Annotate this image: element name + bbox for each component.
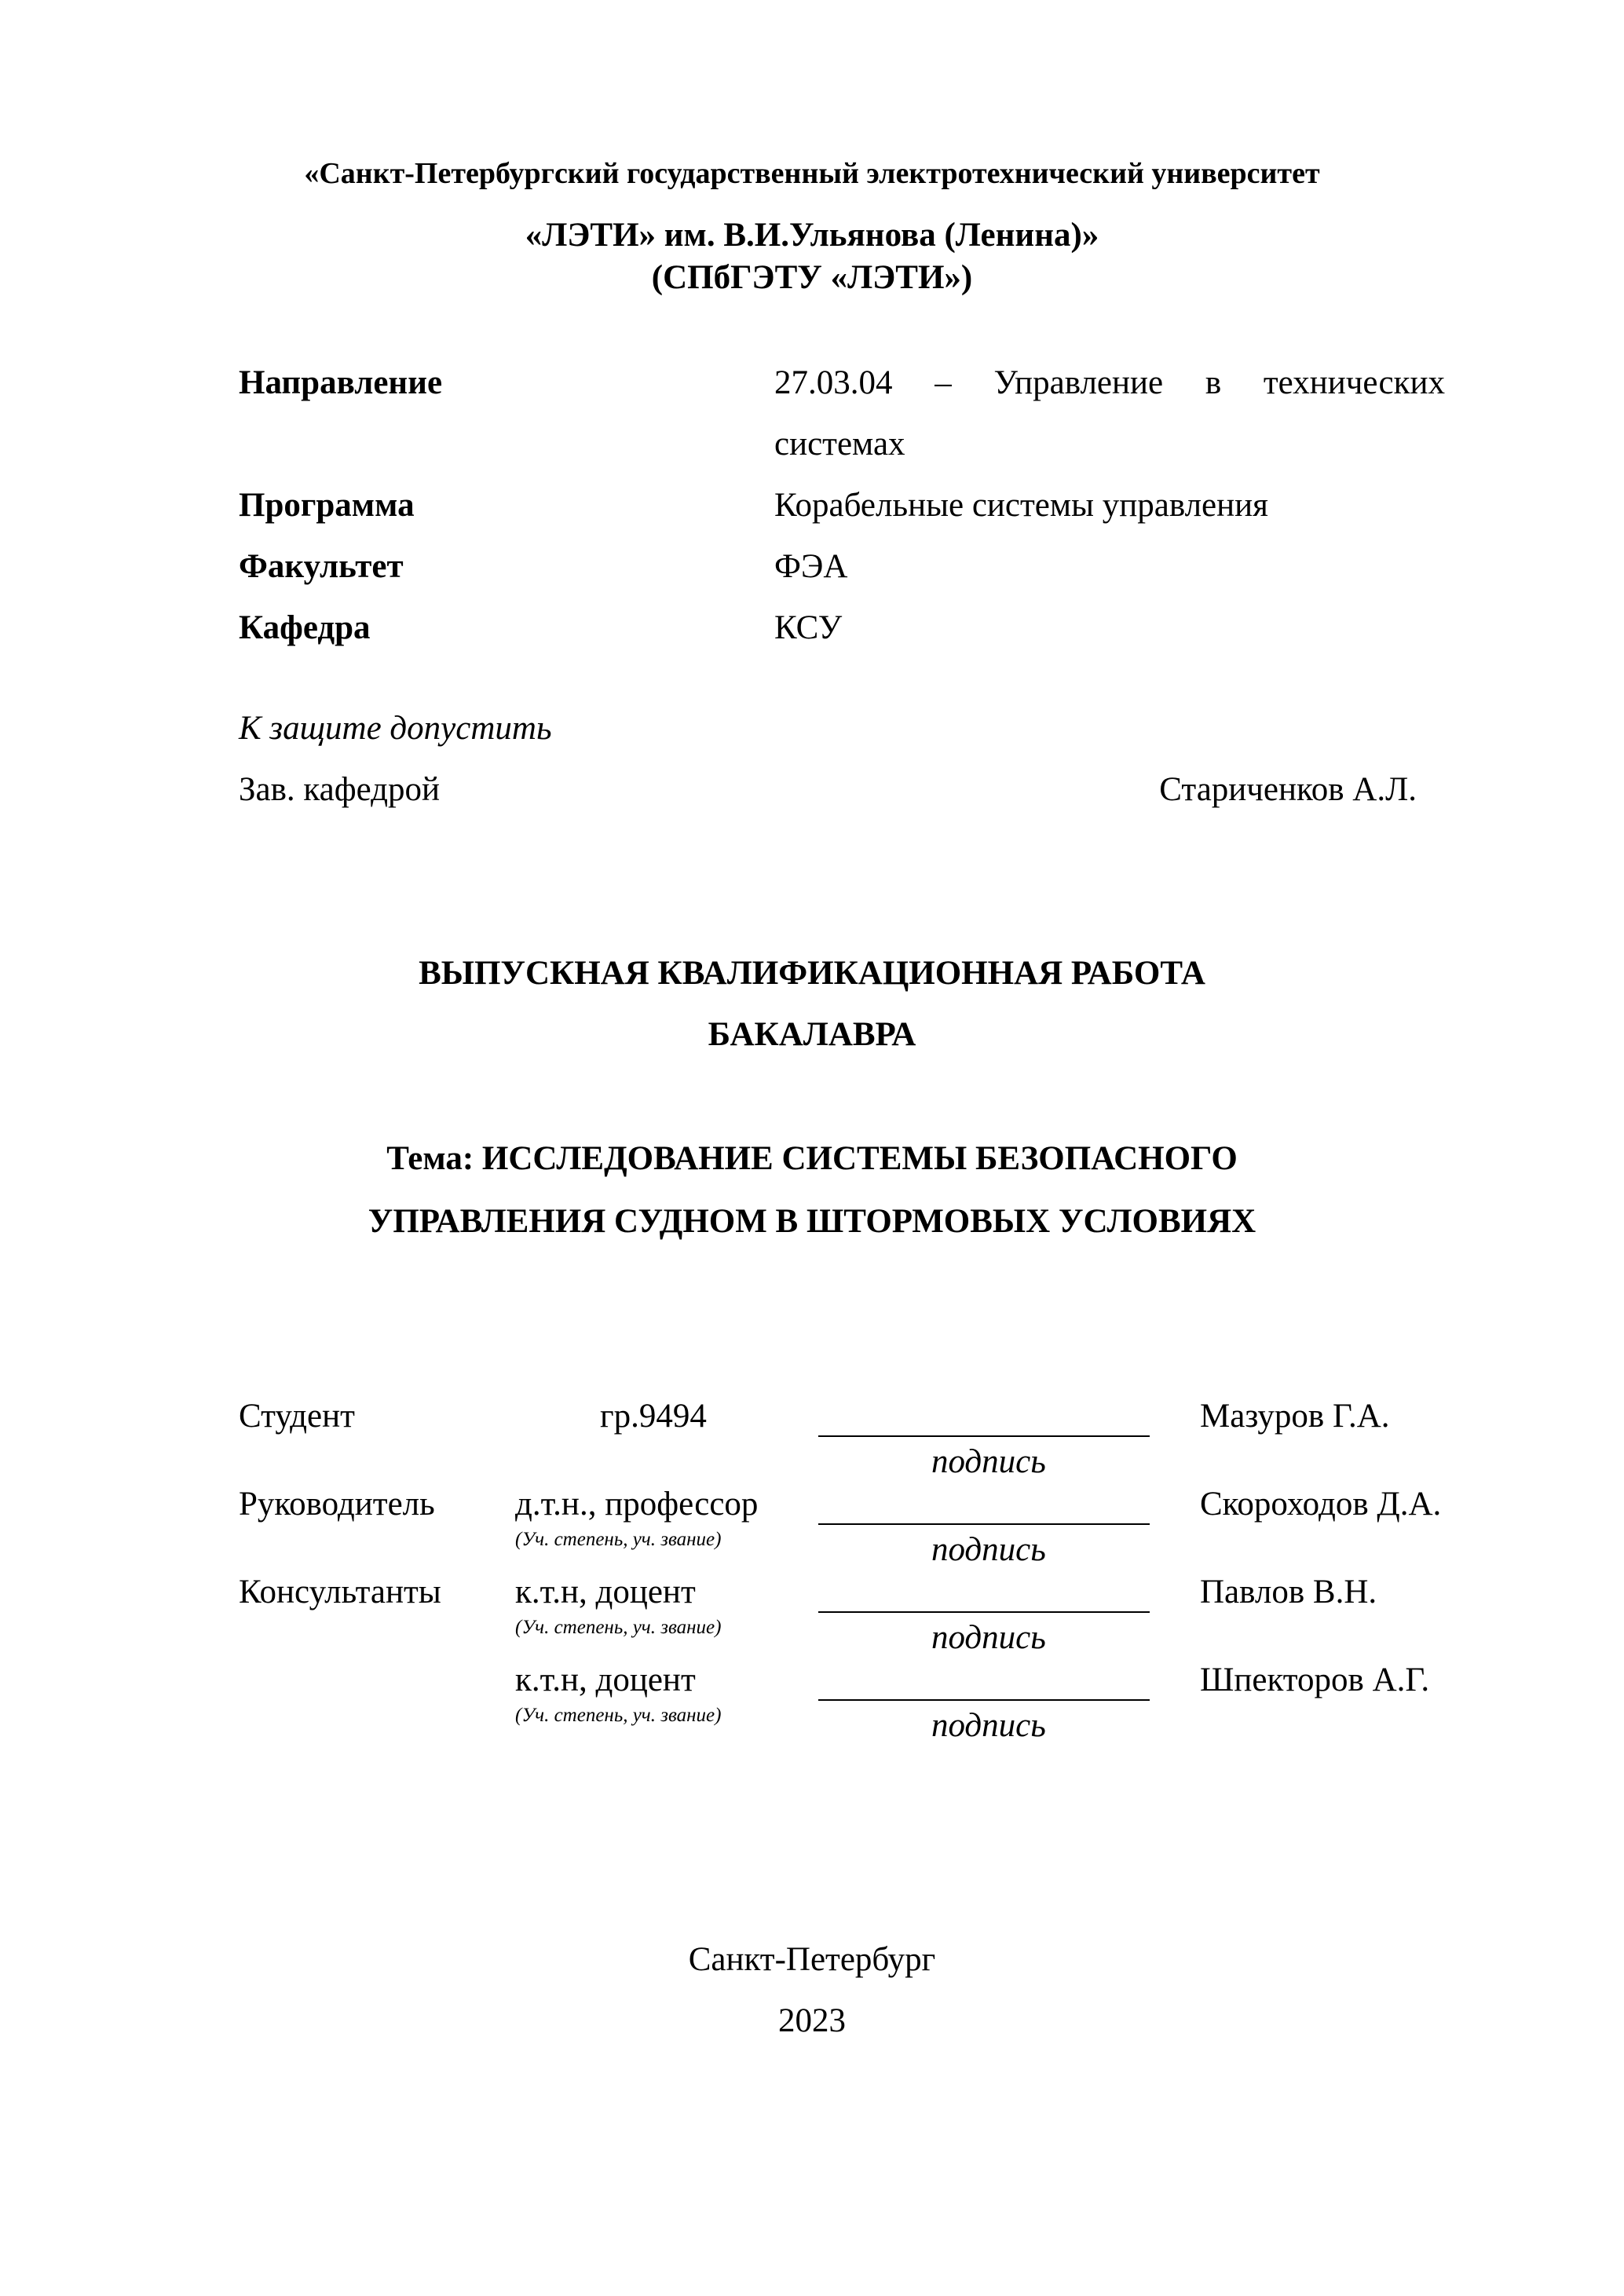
program-value: Корабельные системы управления: [774, 487, 1268, 524]
rank-caption: (Уч. степень, уч. звание): [515, 1617, 722, 1638]
university-abbreviation: (СПбГЭТУ «ЛЭТИ»): [651, 259, 973, 296]
rank-caption: (Уч. степень, уч. звание): [515, 1529, 722, 1550]
signature-line: [818, 1435, 1150, 1437]
signature-row-role: Консультанты: [239, 1574, 441, 1610]
signature-row-name: Павлов В.Н.: [1200, 1574, 1377, 1610]
topic-line2: УПРАВЛЕНИЯ СУДНОМ В ШТОРМОВЫХ УСЛОВИЯХ: [368, 1203, 1256, 1240]
signature-line: [818, 1611, 1150, 1613]
signature-caption: подпись: [931, 1707, 1046, 1744]
admission-note: К защите допустить: [239, 710, 552, 747]
department-label: Кафедра: [239, 609, 371, 646]
year: 2023: [778, 2002, 846, 2039]
department-value: КСУ: [774, 609, 843, 646]
signature-row-detail: д.т.н., профессор: [515, 1486, 759, 1523]
signature-row-name: Мазуров Г.А.: [1200, 1398, 1390, 1435]
signature-row-detail: гр.9494: [600, 1398, 707, 1435]
faculty-label: Факультет: [239, 548, 404, 585]
signature-caption: подпись: [931, 1443, 1046, 1480]
university-name-line2: «ЛЭТИ» им. В.И.Ульянова (Ленина)»: [525, 217, 1099, 254]
signature-caption: подпись: [931, 1531, 1046, 1568]
rank-caption: (Уч. степень, уч. звание): [515, 1705, 722, 1726]
signature-row-name: Шпекторов А.Г.: [1200, 1662, 1430, 1698]
signature-row-detail: к.т.н, доцент: [515, 1662, 696, 1698]
signature-row-name: Скороходов Д.А.: [1200, 1486, 1442, 1523]
direction-label: Направление: [239, 364, 443, 401]
head-of-department-label: Зав. кафедрой: [239, 771, 441, 808]
signature-row-role: Руководитель: [239, 1486, 435, 1523]
direction-value: 27.03.04 – Управление в технических: [774, 364, 1445, 401]
signature-caption: подпись: [931, 1619, 1046, 1656]
work-type-line1: ВЫПУСКНАЯ КВАЛИФИКАЦИОННАЯ РАБОТА: [419, 955, 1205, 992]
signature-row-detail: к.т.н, доцент: [515, 1574, 696, 1610]
university-name-line1: «Санкт-Петербургский государственный электротехнический университет: [304, 157, 1320, 190]
direction-value-continued: системах: [774, 426, 905, 462]
topic-line1: Тема: ИССЛЕДОВАНИЕ СИСТЕМЫ БЕЗОПАСНОГО: [386, 1140, 1238, 1177]
signature-line: [818, 1523, 1150, 1525]
city: Санкт-Петербург: [688, 1941, 936, 1978]
signature-row-role: Студент: [239, 1398, 355, 1435]
program-label: Программа: [239, 487, 415, 524]
work-type-line2: БАКАЛАВРА: [708, 1016, 916, 1053]
faculty-value: ФЭА: [774, 548, 848, 585]
head-of-department-name: Стариченков А.Л.: [1159, 771, 1417, 808]
signature-line: [818, 1699, 1150, 1701]
